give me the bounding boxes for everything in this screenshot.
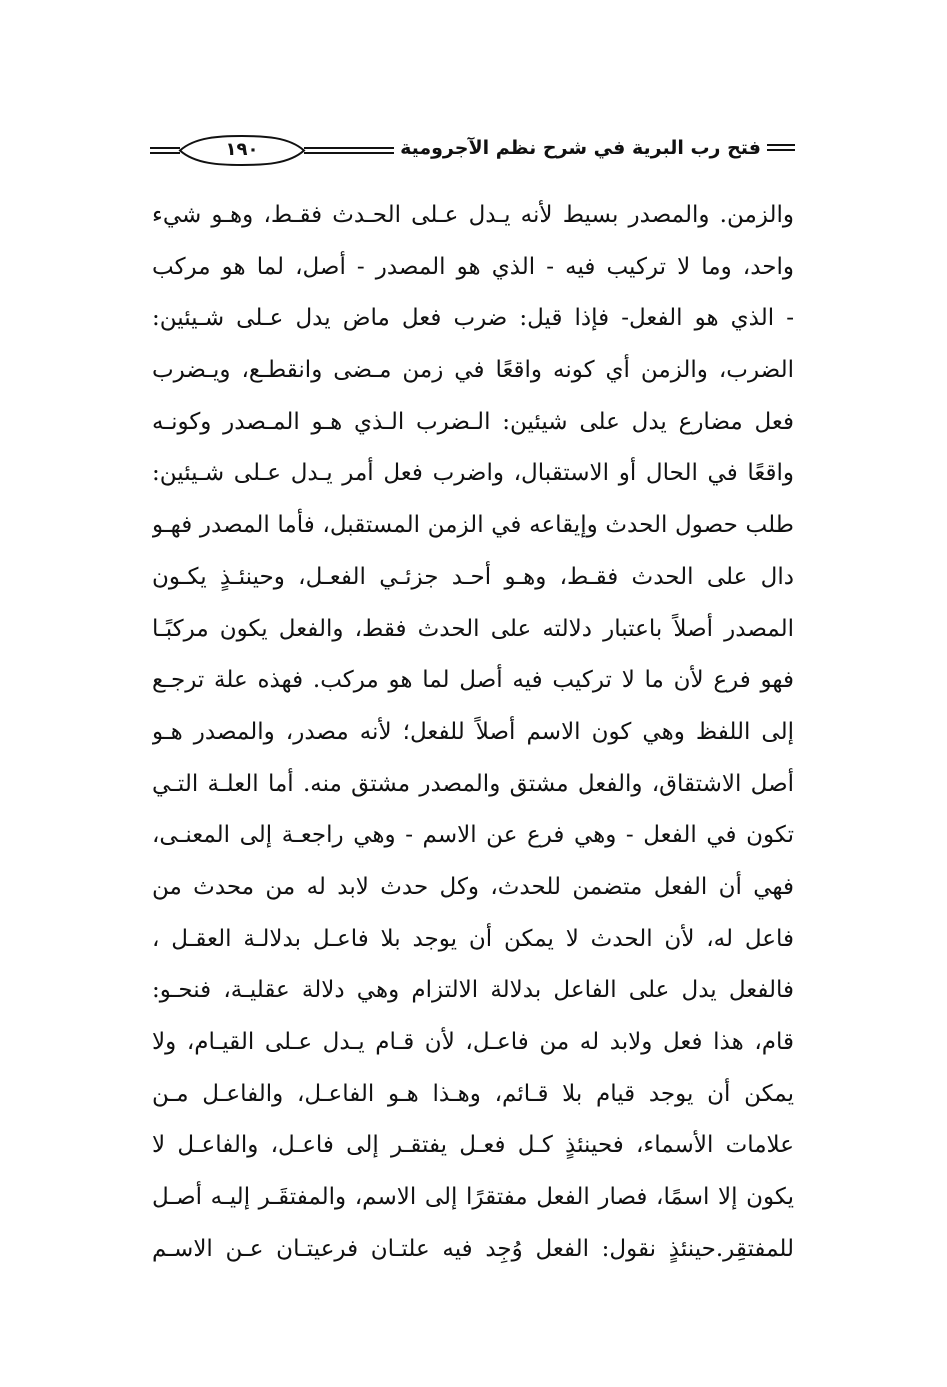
text-line: طلب حصول الحدث وإيقاعه في الزمن المستقبل، فأما المصدر فهـو — [152, 512, 794, 539]
text-line: يمكن أن يوجد قيام بلا قـائم، وهـذا هـو الفاعـل، والفاعـل مـن — [152, 1080, 794, 1107]
text-line: يكون إلا اسمًا، فصار الفعل مفتقرًا إلى الاسم، والمفتقَـر إليـه أصـل — [152, 1184, 794, 1211]
text-line: فاعل له، لأن الحدث لا يمكن أن يوجد بلا فاعـل بدلالـة العقـل ، — [152, 925, 794, 952]
text-line: للمفتقِر.حينئذٍ نقول: الفعل وُجِد فيه علتـان فرعيتـان عـن الاسـم — [152, 1235, 794, 1262]
text-line: فهي أن الفعل متضمن للحدث، وكل حدث لابد له من محدث من — [152, 873, 794, 900]
book-title: فتح رب البرية في شرح نظم الآجرومية — [394, 136, 767, 160]
text-line: أصل الاشتقاق، والفعل مشتق والمصدر مشتق منه. أما العلـة التـي — [152, 770, 794, 797]
text-line: علامات الأسماء، فحينئذٍ كـل فعـل يفتقـر إلى فاعـل، والفاعـل لا — [152, 1132, 794, 1159]
text-line: قام، هذا فعل ولابد له من فاعـل، لأن قـام يـدل عـلى القيـام، ولا — [152, 1029, 794, 1055]
text-line: فالفعل يدل على الفاعل بدلالة الالتزام وهي دلالة عقليـة، فنحـو: — [152, 977, 794, 1004]
text-line: فهو فرع لأن ما لا تركيب فيه أصل لما هو مركب. فهذه علة ترجـع — [152, 667, 794, 694]
running-header — [150, 133, 795, 169]
page-number: ١٩٠ — [225, 139, 259, 160]
text-line: - الذي هو الفعل- فإذا قيل: ضرب فعل ماض يدل عـلى شـيئين: — [152, 305, 794, 332]
text-line: والزمن. والمصدر بسيط لأنه يـدل عـلى الحـدث فقـط، وهـو شيء — [152, 202, 794, 228]
text-line: دال على الحدث فقـط، وهـو أحـد جزئـي الفعـل، وحينئـذٍ يكـون — [152, 563, 794, 590]
text-line: المصدر أصلاً باعتبار دلالته على الحدث فقط، والفعل يكون مركبًـا — [152, 615, 794, 642]
body-text — [152, 190, 794, 1275]
text-line: تكون في الفعل - وهي فرع عن الاسم - وهي راجعـة إلى المعنـى، — [152, 822, 794, 849]
text-line: الضرب، والزمن أي كونه واقعًا في زمن مـضى وانقطـع، ويـضرب — [152, 357, 794, 384]
text-line: واحد، وما لا تركيب فيه - الذي هو المصدر - أصل، لما هو مركب — [152, 253, 794, 280]
text-line: إلى اللفظ وهي كون الاسم أصلاً للفعل؛ لأنه مصدر، والمصدر هـو — [152, 718, 794, 745]
text-line: فعل مضارع يدل على شيئين: الـضرب الـذي هـو المـصدر وكونـه — [152, 408, 794, 435]
text-line: واقعًا في الحال أو الاستقبال، واضرب فعل أمر يـدل عـلى شـيئين: — [152, 460, 794, 487]
